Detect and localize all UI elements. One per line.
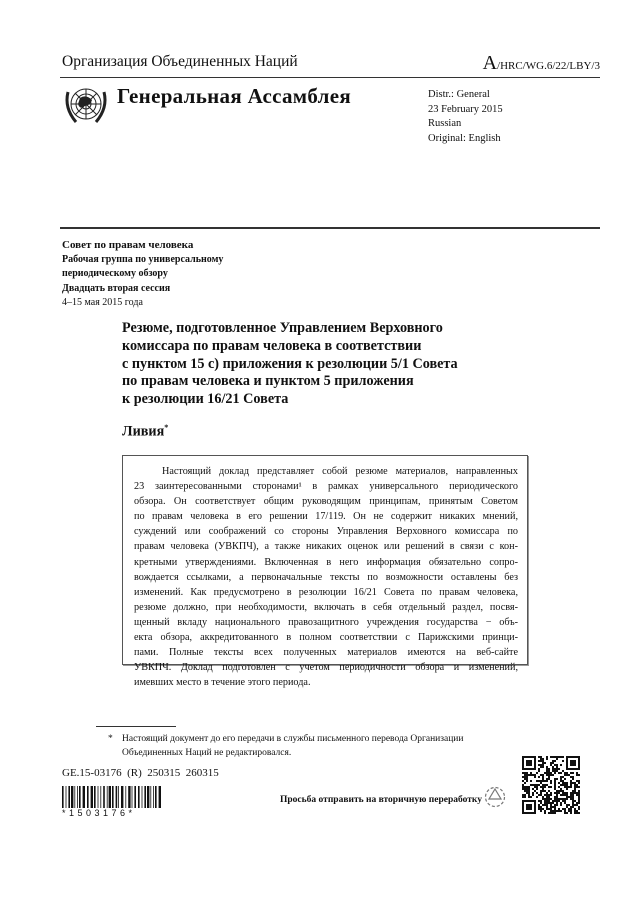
summary-line: изменений. Как предусмотрено в резолюции 16/21 Совета по правам человека, — [134, 586, 518, 598]
session: Двадцать вторая сессия — [62, 282, 171, 294]
footnote — [108, 732, 464, 758]
date: 23 February 2015 — [428, 103, 503, 115]
header-rule — [60, 77, 600, 78]
distr: Distr.: General — [428, 89, 490, 100]
section-rule — [60, 227, 600, 229]
distribution-info — [428, 88, 503, 146]
recycle-note: Просьба отправить на вторичную переработку — [280, 795, 482, 805]
summary-line: кретными утверждениями. Включенная в него информация обязательно сопро- — [134, 556, 518, 568]
working-group-line-1: Рабочая группа по универсальному — [62, 253, 224, 265]
recycle-icon — [484, 786, 506, 808]
summary-line: обзора. Он соответствует общим руководящим принципам, принятым Советом — [134, 496, 518, 508]
country-name: Ливия — [122, 423, 165, 440]
symbol-prefix: A — [482, 52, 498, 74]
document-title — [122, 320, 458, 409]
language: Russian — [428, 118, 462, 129]
working-group-line-2: периодическому обзору — [62, 268, 168, 279]
title-line: Резюме, подготовленное Управлением Верховного — [122, 320, 443, 336]
summary-line: по правам человека в его решении 17/119. Он не содержит никаких мнений, — [134, 511, 518, 523]
summary-line: щенный вкладу национального правозащитного учреждения государства − объ- — [134, 616, 518, 628]
session-dates: 4–15 мая 2015 года — [62, 297, 143, 308]
footnote-text — [122, 732, 463, 760]
summary-line: имевших место в течение этого периода. — [134, 677, 311, 689]
summary-line: Настоящий доклад представляет собой резюме материалов, направленных — [162, 466, 518, 477]
job-number: GE.15-03176 (R) 250315 260315 — [62, 767, 219, 779]
summary-line: суждений или соображений со стороны Управления Верховного комиссара по — [134, 526, 518, 538]
summary-line: 23 заинтересованными сторонами¹ в рамках универсального периодического — [134, 481, 518, 493]
summary-line: резюме должно, при необходимости, включать в себя отдельный раздел, посвя- — [134, 601, 518, 613]
summary-line: екта обзора, аккредитованного в полном соответствии с Парижскими принци- — [134, 632, 518, 644]
un-emblem-icon — [62, 82, 110, 130]
summary-line: вождается ссылками, а первоначальные тексты по возможности оставлены без — [134, 571, 518, 583]
organization-name: Организация Объединенных Наций — [62, 53, 298, 70]
title-line: по правам человека и пунктом 5 приложения — [122, 373, 414, 390]
title-line: к резолюции 16/21 Совета — [122, 391, 289, 408]
barcode-icon — [62, 786, 162, 808]
summary-line: УВКПЧ. Доклад подготовлен с учетом периодичности обзора и изменений, — [134, 662, 518, 674]
summary-line: пами. Полные тексты всех полученных материалов имеются на веб-сайте — [134, 647, 518, 659]
footnote-line: Объединенных Наций не редактировался. — [122, 748, 292, 758]
qr-code-icon — [522, 756, 580, 814]
council-name: Совет по правам человека — [62, 239, 194, 251]
footnote-mark: * — [164, 423, 169, 432]
council-info — [62, 238, 223, 311]
summary-text — [134, 464, 518, 690]
title-line: с пунктом 15 с) приложения к резолюции 5/1 Совета — [122, 355, 458, 372]
barcode-text: *1503176* — [62, 808, 136, 818]
summary-line: правам человека (УВКПЧ), а также никаких оценок или решений в связи с кон- — [134, 541, 518, 553]
document-symbol — [483, 52, 600, 75]
original-language: Original: English — [428, 132, 501, 144]
footnote-line: Настоящий документ до его передачи в службы письменного перевода Организации — [122, 734, 464, 744]
summary-box — [122, 455, 528, 689]
symbol-text: /HRC/WG.6/22/LBY/3 — [497, 60, 600, 72]
title-line: комиссара по правам человека в соответствии — [122, 337, 422, 354]
footnote-mark: * — [108, 734, 113, 744]
footnote-rule — [96, 726, 176, 727]
country-heading — [122, 423, 168, 441]
assembly-title: Генеральная Ассамблея — [117, 84, 352, 108]
